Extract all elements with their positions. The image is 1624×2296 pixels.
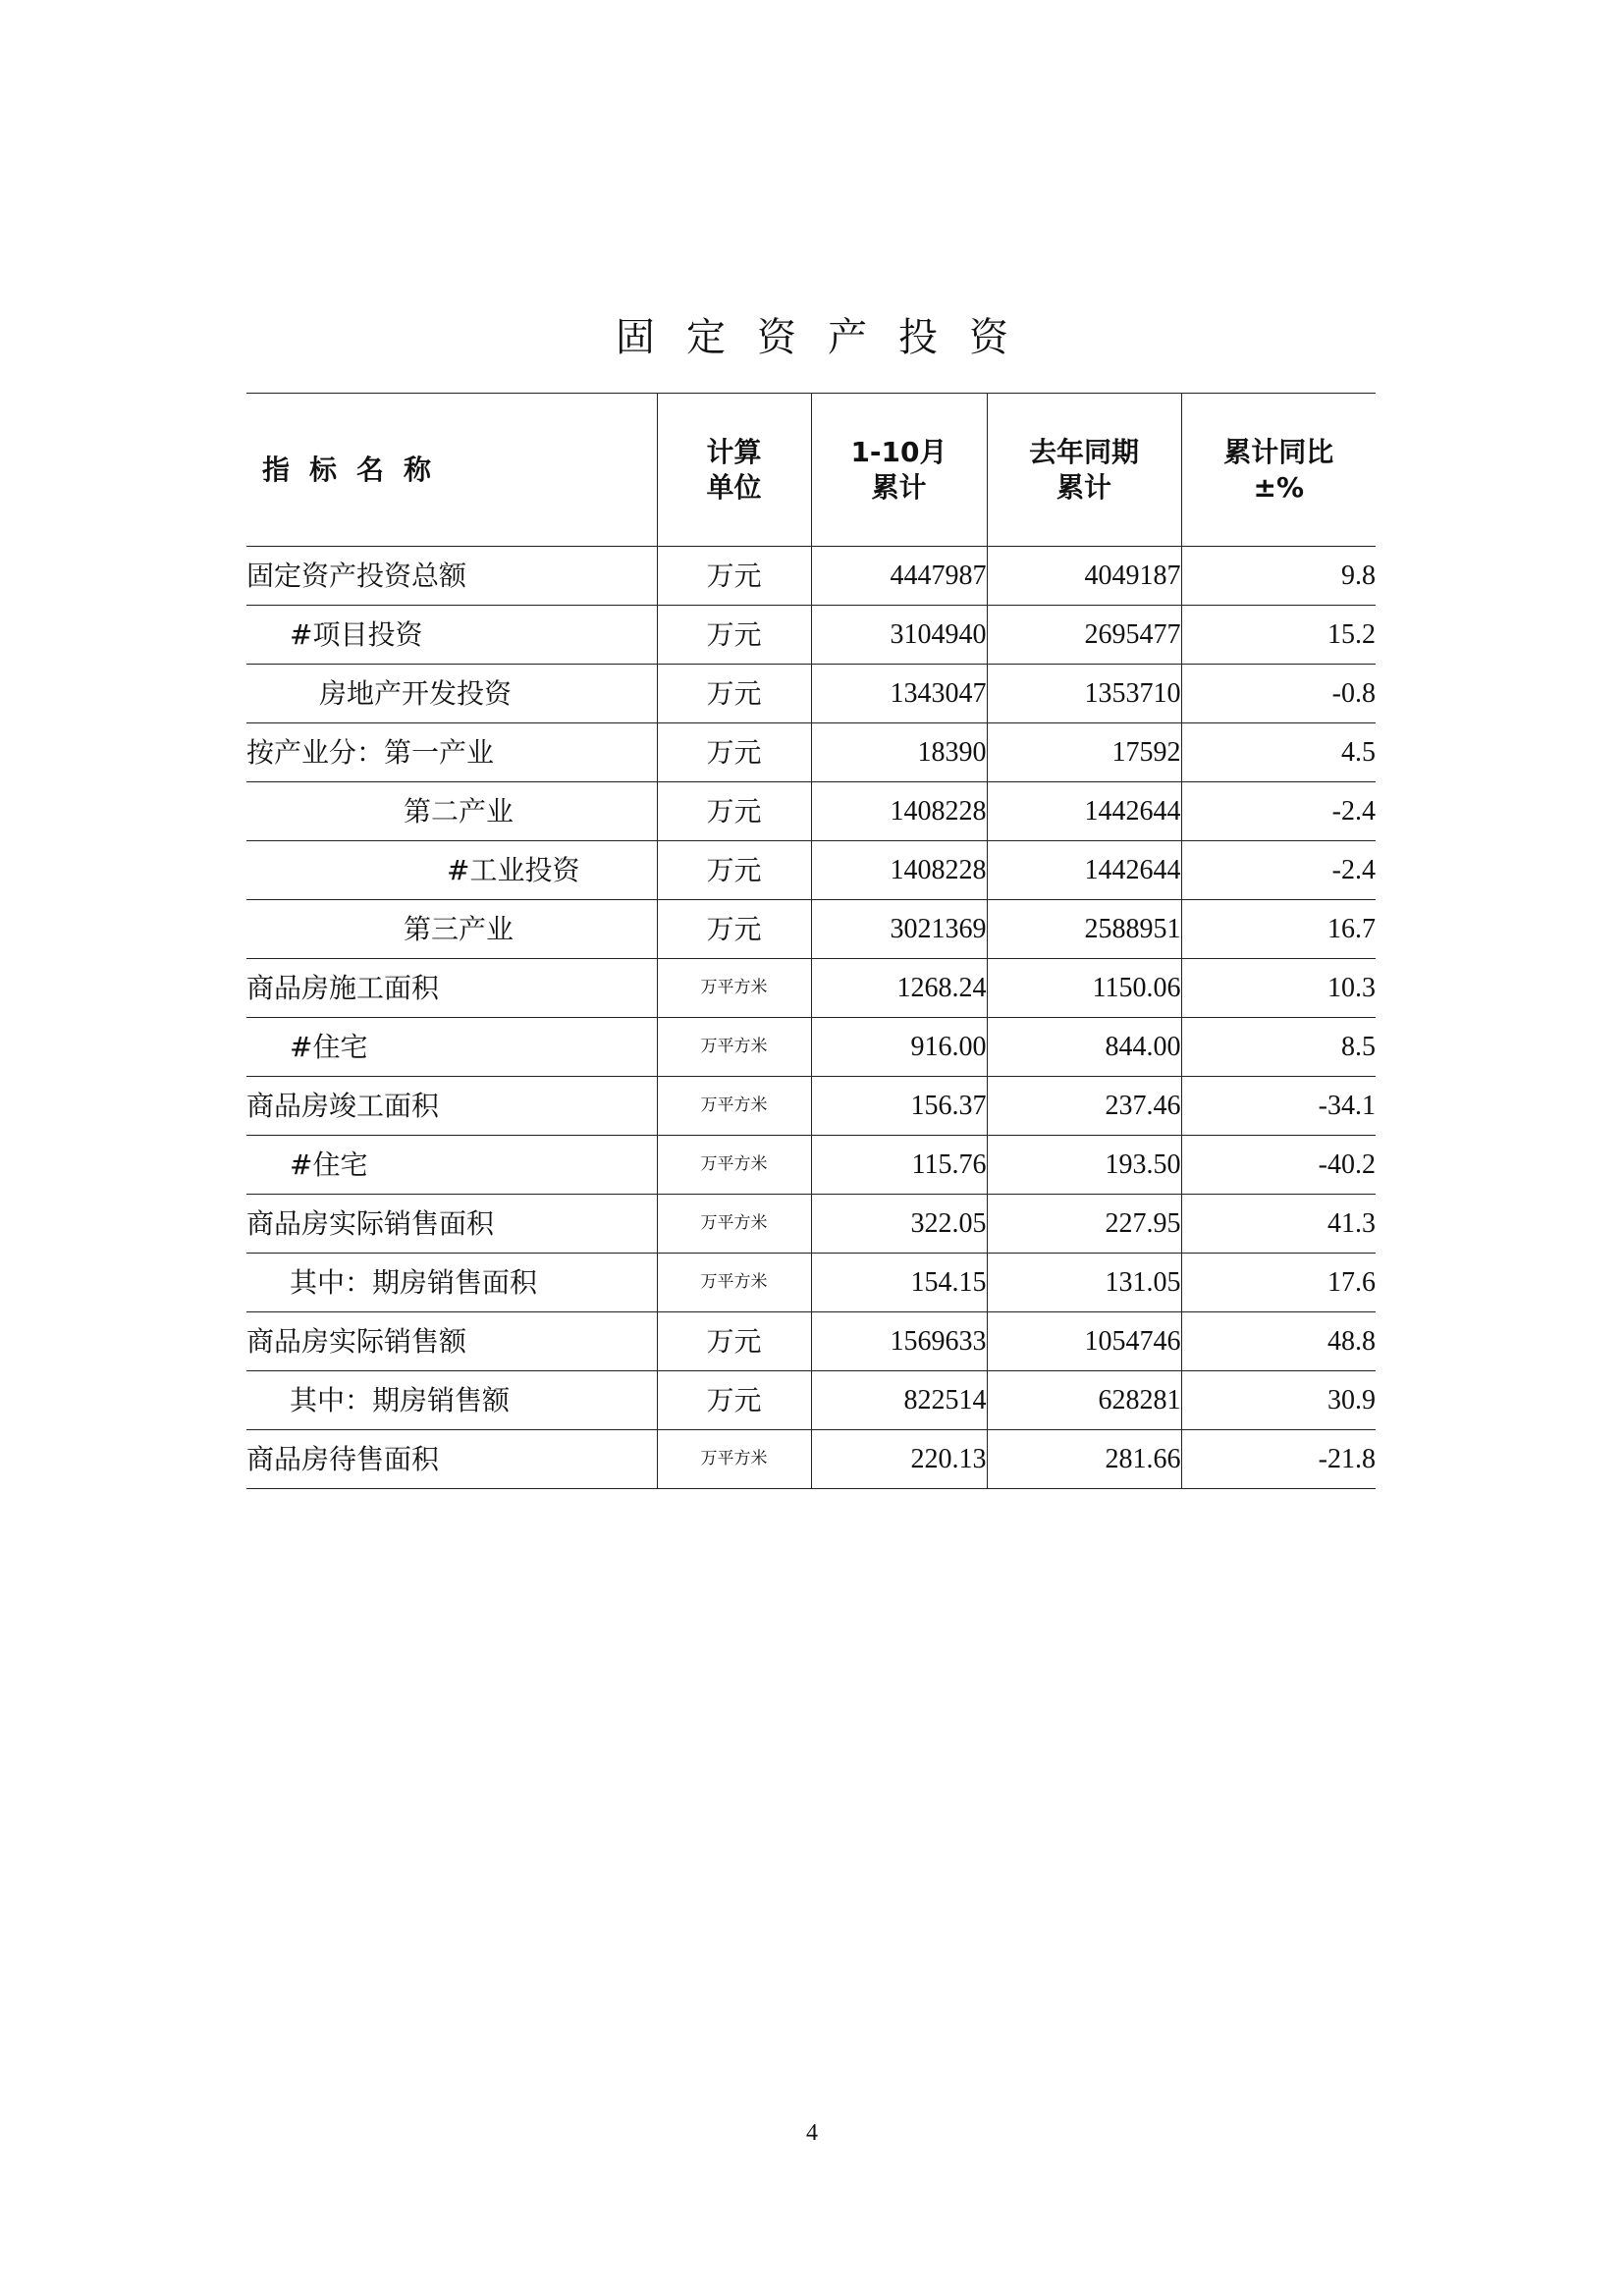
row-unit: 万元 [657, 782, 811, 841]
row-last-year: 227.95 [987, 1195, 1181, 1254]
row-last-year: 237.46 [987, 1077, 1181, 1136]
row-unit: 万元 [657, 841, 811, 900]
header-last-year-line1: 去年同期 [1028, 435, 1139, 468]
row-last-year: 1442644 [987, 782, 1181, 841]
row-yoy: 8.5 [1181, 1018, 1376, 1077]
row-current: 916.00 [811, 1018, 987, 1077]
row-current: 3104940 [811, 606, 987, 665]
header-last-year-line2: 累计 [1056, 470, 1111, 504]
row-unit: 万元 [657, 606, 811, 665]
table-row [246, 606, 1376, 665]
table-row [246, 665, 1376, 723]
row-name: 其中：期房销售额 [246, 1371, 657, 1430]
header-current [811, 394, 987, 547]
row-current: 322.05 [811, 1195, 987, 1254]
row-current: 220.13 [811, 1430, 987, 1489]
row-yoy: 17.6 [1181, 1254, 1376, 1312]
table-row [246, 1136, 1376, 1195]
row-current: 1343047 [811, 665, 987, 723]
header-row [246, 394, 1376, 547]
row-unit: 万元 [657, 900, 811, 959]
header-yoy [1181, 394, 1376, 547]
row-unit: 万平方米 [657, 1077, 811, 1136]
row-name: 商品房施工面积 [246, 959, 657, 1018]
row-yoy: -34.1 [1181, 1077, 1376, 1136]
row-unit: 万元 [657, 665, 811, 723]
table-row [246, 1018, 1376, 1077]
header-current-line2: 累计 [871, 470, 927, 504]
row-current: 1268.24 [811, 959, 987, 1018]
row-name: 其中：期房销售面积 [246, 1254, 657, 1312]
row-last-year: 4049187 [987, 547, 1181, 606]
row-unit: 万平方米 [657, 1136, 811, 1195]
row-last-year: 193.50 [987, 1136, 1181, 1195]
row-last-year: 628281 [987, 1371, 1181, 1430]
row-unit: 万平方米 [657, 1430, 811, 1489]
row-yoy: -40.2 [1181, 1136, 1376, 1195]
row-name: #住宅 [246, 1018, 657, 1077]
header-unit-line1: 计算 [706, 435, 762, 468]
row-yoy: 48.8 [1181, 1312, 1376, 1371]
table-row [246, 1195, 1376, 1254]
row-yoy: -0.8 [1181, 665, 1376, 723]
row-current: 156.37 [811, 1077, 987, 1136]
row-unit: 万平方米 [657, 959, 811, 1018]
row-last-year: 844.00 [987, 1018, 1181, 1077]
row-last-year: 2588951 [987, 900, 1181, 959]
table-row [246, 1077, 1376, 1136]
row-unit: 万元 [657, 723, 811, 782]
row-yoy: 15.2 [1181, 606, 1376, 665]
page-number: 4 [806, 2120, 818, 2146]
row-current: 3021369 [811, 900, 987, 959]
row-yoy: 41.3 [1181, 1195, 1376, 1254]
table-row [246, 547, 1376, 606]
row-name: 房地产开发投资 [246, 665, 657, 723]
row-unit: 万平方米 [657, 1018, 811, 1077]
row-last-year: 1054746 [987, 1312, 1181, 1371]
row-current: 154.15 [811, 1254, 987, 1312]
row-name: 第二产业 [246, 782, 657, 841]
row-yoy: -2.4 [1181, 782, 1376, 841]
row-yoy: 4.5 [1181, 723, 1376, 782]
row-name: 商品房实际销售面积 [246, 1195, 657, 1254]
row-yoy: -2.4 [1181, 841, 1376, 900]
table-row [246, 959, 1376, 1018]
row-current: 4447987 [811, 547, 987, 606]
table-row [246, 723, 1376, 782]
row-last-year: 2695477 [987, 606, 1181, 665]
row-yoy: 16.7 [1181, 900, 1376, 959]
row-yoy: 10.3 [1181, 959, 1376, 1018]
header-yoy-line1: 累计同比 [1223, 435, 1334, 468]
page-title: 固定资产投资 [616, 315, 1040, 360]
row-name: 第三产业 [246, 900, 657, 959]
row-last-year: 131.05 [987, 1254, 1181, 1312]
investment-table [246, 393, 1376, 1489]
header-unit-line2: 单位 [706, 470, 762, 504]
row-current: 1408228 [811, 782, 987, 841]
row-name: 按产业分：第一产业 [246, 723, 657, 782]
table-row [246, 782, 1376, 841]
table-row [246, 1312, 1376, 1371]
header-last-year [987, 394, 1181, 547]
row-name: 商品房竣工面积 [246, 1077, 657, 1136]
row-name: #住宅 [246, 1136, 657, 1195]
header-unit [657, 394, 811, 547]
row-current: 1408228 [811, 841, 987, 900]
table-row [246, 1371, 1376, 1430]
row-last-year: 1353710 [987, 665, 1181, 723]
header-name: 指标名称 [246, 394, 657, 547]
row-name: 固定资产投资总额 [246, 547, 657, 606]
header-current-line1: 1-10月 [850, 435, 947, 468]
table-row [246, 900, 1376, 959]
table-row [246, 1254, 1376, 1312]
row-current: 1569633 [811, 1312, 987, 1371]
header-yoy-line2: ±% [1253, 470, 1304, 504]
row-unit: 万元 [657, 1371, 811, 1430]
row-yoy: -21.8 [1181, 1430, 1376, 1489]
row-yoy: 9.8 [1181, 547, 1376, 606]
row-unit: 万平方米 [657, 1254, 811, 1312]
row-last-year: 1150.06 [987, 959, 1181, 1018]
row-name: 商品房待售面积 [246, 1430, 657, 1489]
row-last-year: 281.66 [987, 1430, 1181, 1489]
row-current: 115.76 [811, 1136, 987, 1195]
row-unit: 万元 [657, 547, 811, 606]
row-current: 822514 [811, 1371, 987, 1430]
row-name: 商品房实际销售额 [246, 1312, 657, 1371]
row-yoy: 30.9 [1181, 1371, 1376, 1430]
row-last-year: 1442644 [987, 841, 1181, 900]
row-name: #项目投资 [246, 606, 657, 665]
row-unit: 万元 [657, 1312, 811, 1371]
row-name: #工业投资 [246, 841, 657, 900]
table-row [246, 1430, 1376, 1489]
row-last-year: 17592 [987, 723, 1181, 782]
row-current: 18390 [811, 723, 987, 782]
table-row [246, 841, 1376, 900]
row-unit: 万平方米 [657, 1195, 811, 1254]
